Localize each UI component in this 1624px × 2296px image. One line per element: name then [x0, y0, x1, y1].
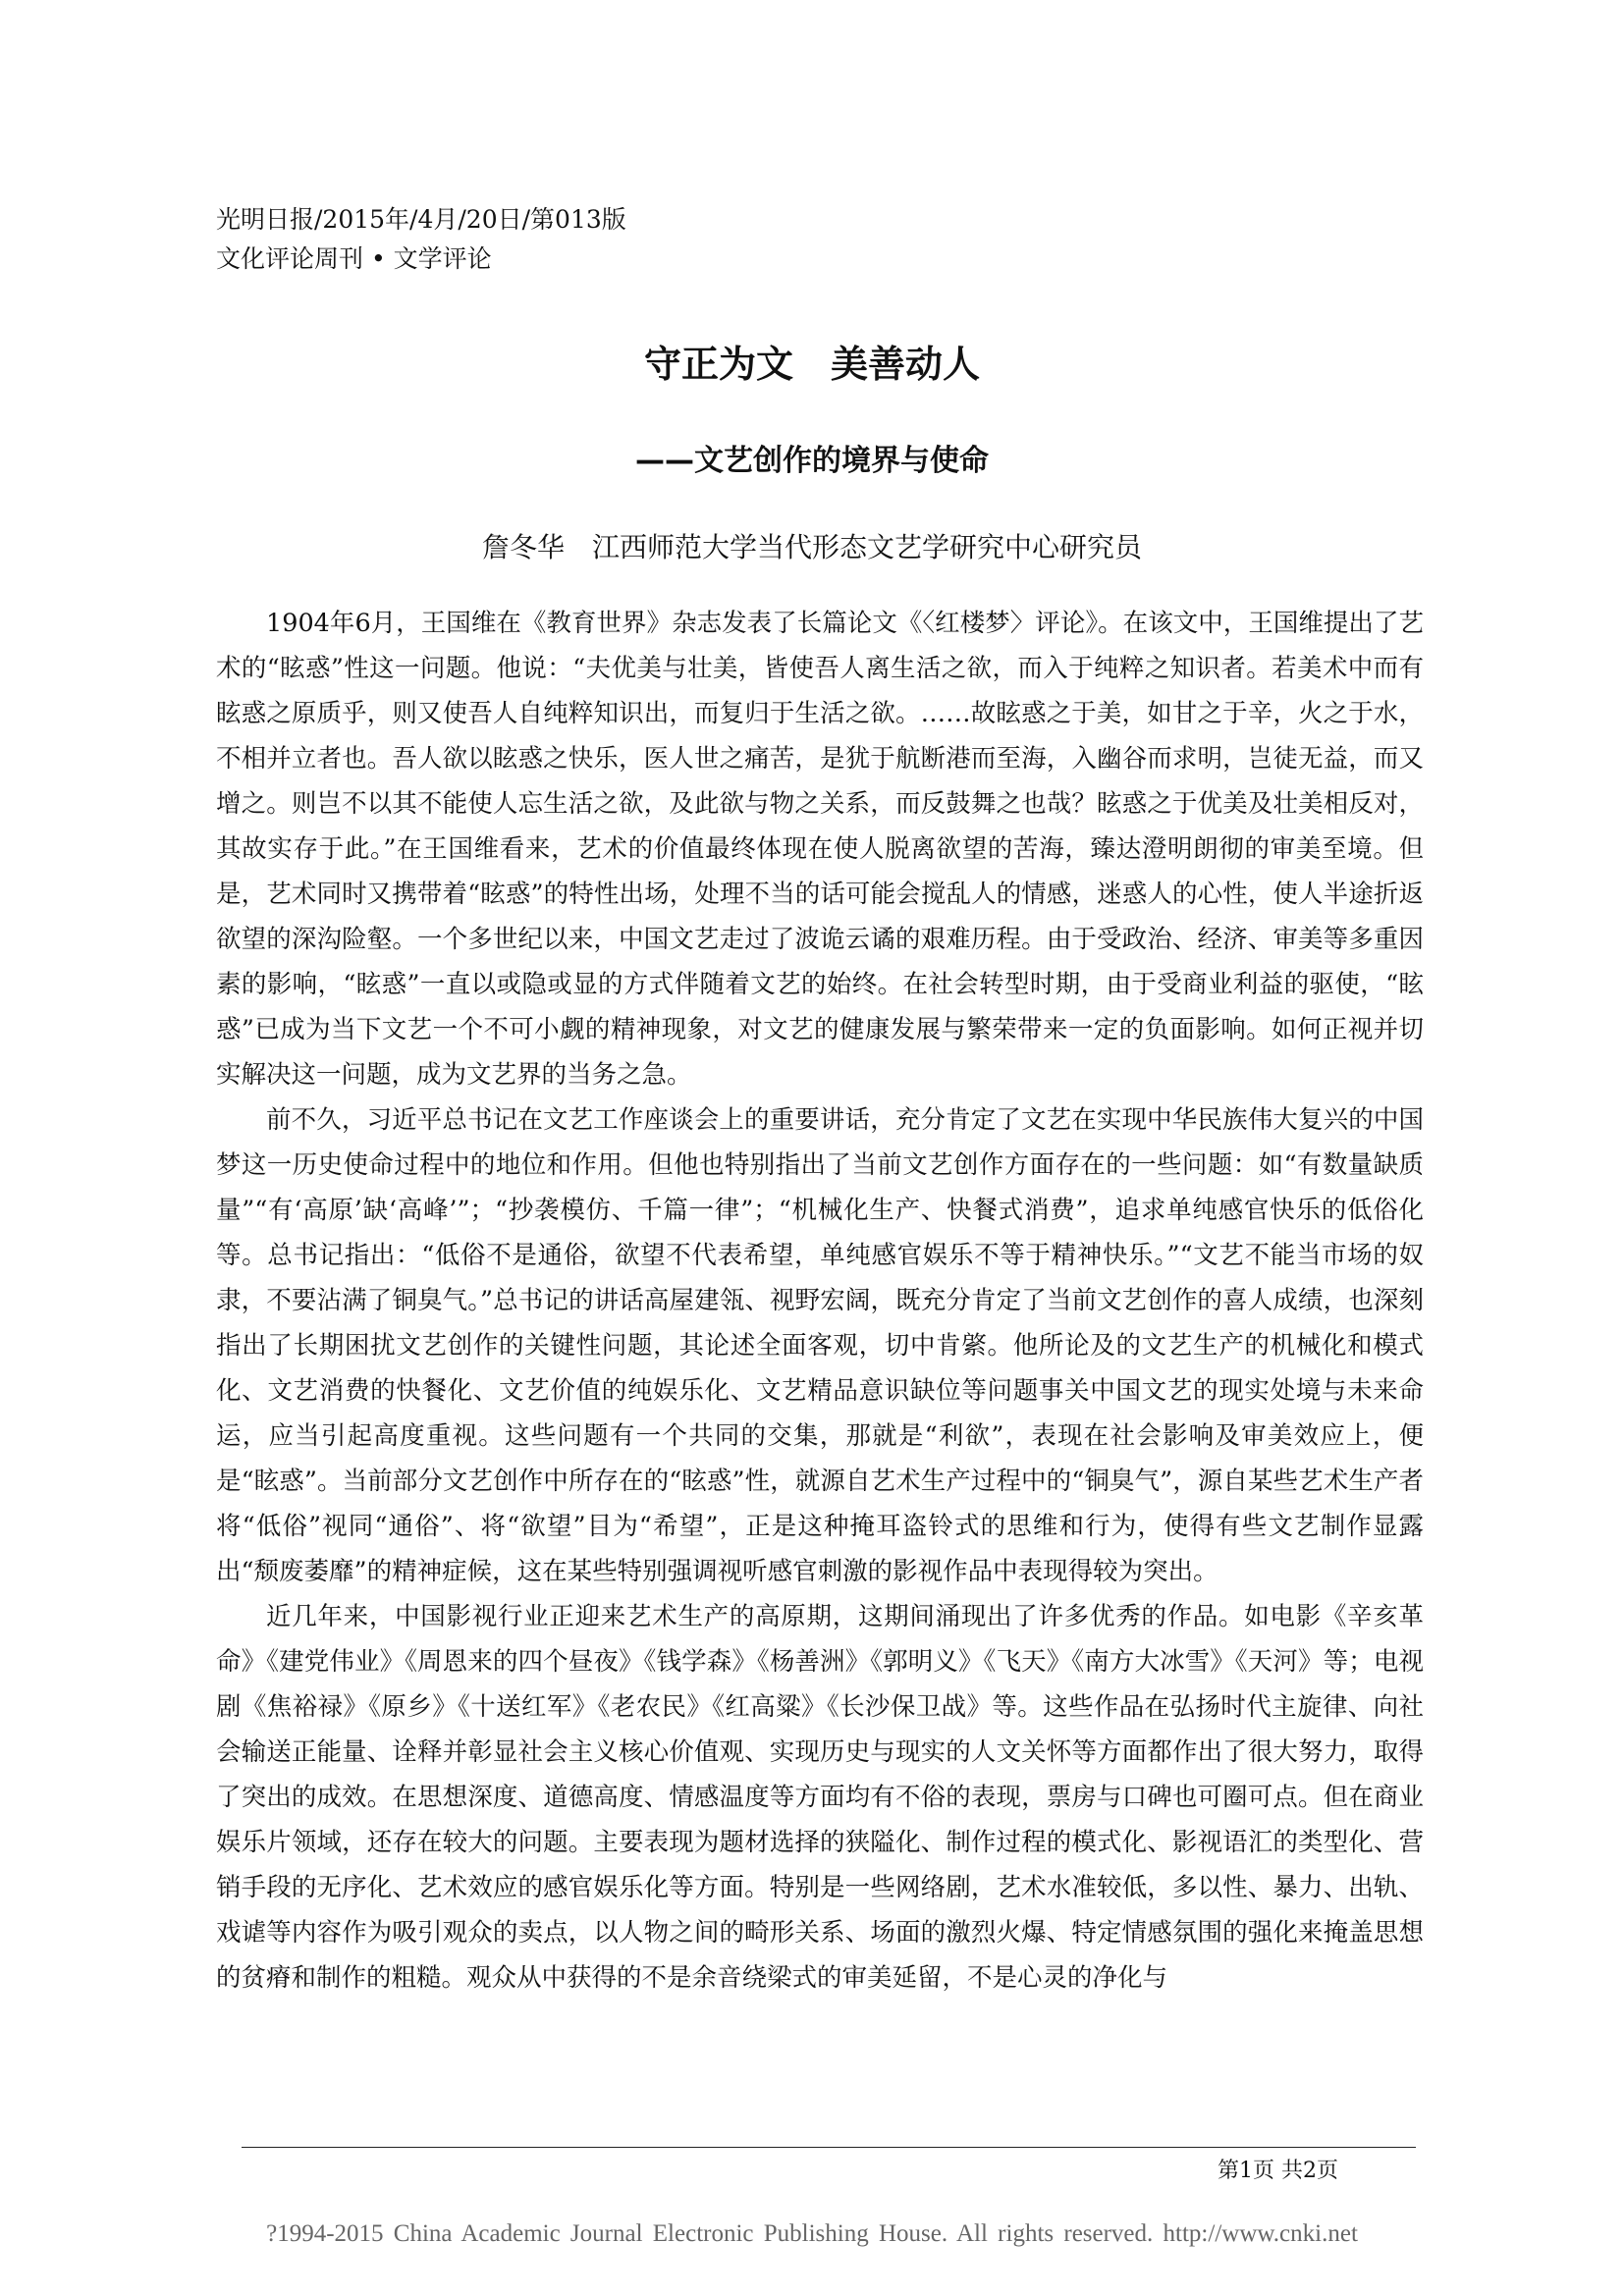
source-line: 光明日报/2015年/4月/20日/第013版	[216, 205, 626, 234]
article-title: 守正为文 美善动人	[643, 343, 980, 386]
paragraph-3: 近几年来，中国影视行业正迎来艺术生产的高原期，这期间涌现出了许多优秀的作品。如电影《辛亥革命》《建党伟业》《周恩来的四个昼夜》《钱学森》《杨善洲》《郭明义》《飞天》《南方大冰雪》《天河》等；电视剧《焦裕禄》《原乡》《十送红军》《老农民》《红高粱》《长沙保卫战》等。这些作品在弘扬时代主旋律、向社会输送正能量、诠释并彰显社会主义核心价值观、实现历史与现实的人文关怀等方面都作出了很大努力，取得了突出的成效。在思想深度、道德高度、情感温度等方面均有不俗的表现，票房与口碑也可圈可点。但在商业娱乐片领域，还存在较大的问题。主要表现为题材选择的狭隘化、制作过程的模式化、影视语汇的类型化、营销手段的无序化、艺术效应的感官娱乐化等方面。特别是一些网络剧，艺术水准较低，多以性、暴力、出轨、戏谑等内容作为吸引观众的卖点，以人物之间的畸形关系、场面的激烈火爆、特定情感氛围的强化来掩盖思想的贫瘠和制作的粗糙。观众从中获得的不是余音绕梁式的审美延留，不是心灵的净化与	[216, 1602, 1424, 1993]
paragraph-2: 前不久，习近平总书记在文艺工作座谈会上的重要讲话，充分肯定了文艺在实现中华民族伟大复兴的中国梦这一历史使命过程中的地位和作用。但他也特别指出了当前文艺创作方面存在的一些问题：如“有数量缺质量”“有‘高原’缺‘高峰’”；“抄袭模仿、千篇一律”；“机械化生产、快餐式消费”，追求单纯感官快乐的低俗化等。总书记指出：“低俗不是通俗，欲望不代表希望，单纯感官娱乐不等于精神快乐。”“文艺不能当市场的奴隶，不要沾满了铜臭气。”总书记的讲话高屋建瓴、视野宏阔，既充分肯定了当前文艺创作的喜人成绩，也深刻指出了长期困扰文艺创作的关键性问题，其论述全面客观，切中肯綮。他所论及的文艺生产的机械化和模式化、文艺消费的快餐化、文艺价值的纯娱乐化、文艺精品意识缺位等问题事关中国文艺的现实处境与未来命运，应当引起高度重视。这些问题有一个共同的交集，那就是“利欲”，表现在社会影响及审美效应上，便是“眩惑”。当前部分文艺创作中所存在的“眩惑”性，就源自艺术生产过程中的“铜臭气”，源自某些艺术生产者将“低俗”视同“通俗”、将“欲望”目为“希望”，正是这种掩耳盗铃式的思维和行为，使得有些文艺制作显露出“颓废萎靡”的精神症候，这在某些特别强调视听感官刺激的影视作品中表现得较为突出。	[216, 1105, 1424, 1586]
article-subtitle: ——文艺创作的境界与使命	[635, 444, 989, 478]
column-line: 文化评论周刊 • 文学评论	[216, 244, 492, 273]
paragraph-1: 1904年6月，王国维在《教育世界》杂志发表了长篇论文《〈红楼梦〉评论》。在该文中，王国维提出了艺术的“眩惑”性这一问题。他说：“夫优美与壮美，皆使吾人离生活之欲，而入于纯粹之知识者。若美术中而有眩惑之原质乎，则又使吾人自纯粹知识出，而复归于生活之欲。……故眩惑之于美，如甘之于辛，火之于水，不相并立者也。吾人欲以眩惑之快乐，医人世之痛苦，是犹于航断港而至海，入幽谷而求明，岂徒无益，而又增之。则岂不以其不能使人忘生活之欲，及此欲与物之关系，而反鼓舞之也哉？眩惑之于优美及壮美相反对，其故实存于此。”在王国维看来，艺术的价值最终体现在使人脱离欲望的苦海，臻达澄明朗彻的审美至境。但是，艺术同时又携带着“眩惑”的特性出场，处理不当的话可能会搅乱人的情感，迷惑人的心性，使人半途折返欲望的深沟险壑。一个多世纪以来，中国文艺走过了波诡云谲的艰难历程。由于受政治、经济、审美等多重因素的影响，“眩惑”一直以或隐或显的方式伴随着文艺的始终。在社会转型时期，由于受商业利益的驱使，“眩惑”已成为当下文艺一个不可小觑的精神现象，对文艺的健康发展与繁荣带来一定的负面影响。如何正视并切实解决这一问题，成为文艺界的当务之急。	[216, 609, 1424, 1090]
footer-divider	[242, 2147, 1416, 2148]
author-byline: 詹冬华 江西师范大学当代形态文艺学研究中心研究员	[481, 531, 1142, 563]
page-number: 第1页 共2页	[1218, 2159, 1338, 2183]
publication-header	[216, 200, 626, 279]
article-body	[216, 601, 1424, 2001]
copyright-footer: ?1994-2015 China Academic Journal Electronic Publishing House. All rights reserved. http://www.cnki.net	[266, 2220, 1358, 2247]
